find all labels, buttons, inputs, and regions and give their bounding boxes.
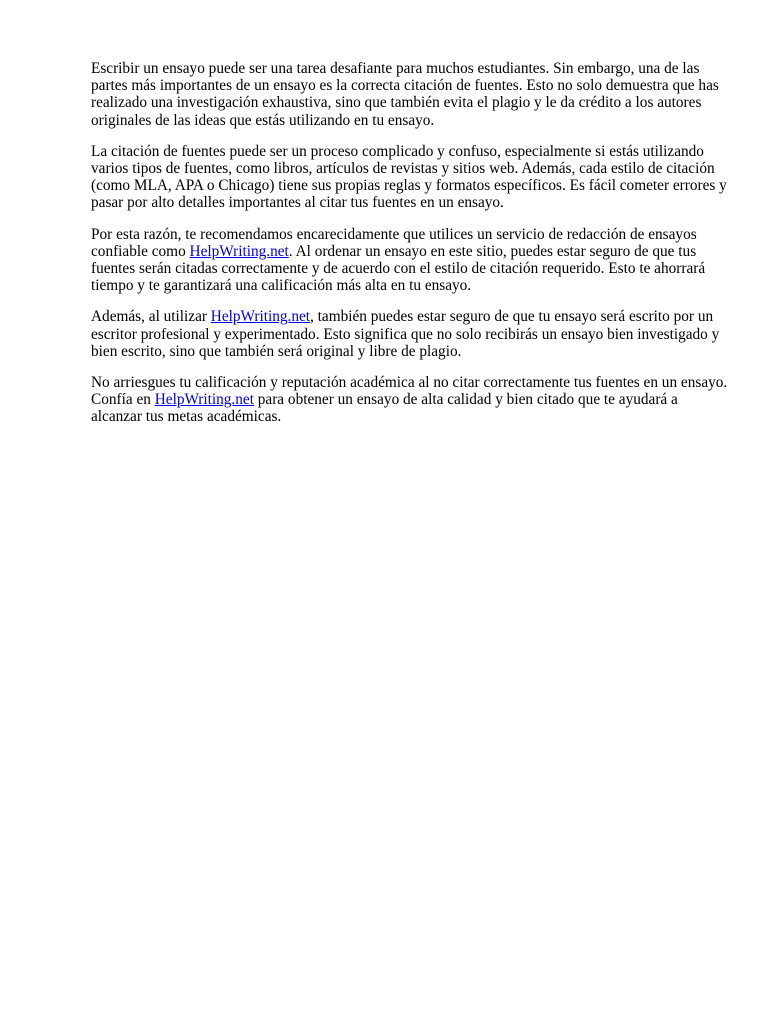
helpwriting-link[interactable]: HelpWriting.net bbox=[189, 242, 289, 260]
paragraph-text: Escribir un ensayo puede ser una tarea desafiante para muchos estudiantes. Sin embargo, una de las partes más importantes de un ensayo es la correcta citación de fuentes. Esto no solo demuestra que has realizado una investigación exhaustiva, sino que también evita el plagio y le da crédito a los autores originales de las ideas que estás utilizando en tu ensayo. bbox=[91, 60, 719, 129]
paragraph-text-before-link: No arriesgues tu calificación y reputación académica al no citar correctamente tus fuentes en un ensayo. Confía en bbox=[91, 374, 728, 409]
paragraph-4 bbox=[91, 308, 731, 360]
paragraph-1 bbox=[91, 60, 731, 129]
paragraph-5 bbox=[91, 374, 731, 426]
helpwriting-link[interactable]: HelpWriting.net bbox=[154, 391, 254, 409]
paragraph-2 bbox=[91, 143, 731, 212]
paragraph-3 bbox=[91, 226, 731, 295]
paragraph-text: La citación de fuentes puede ser un proceso complicado y confuso, especialmente si estás utilizando varios tipos de fuentes, como libros, artículos de revistas y sitios web. Además, cada estilo de citación (como MLA, APA o Chicago) tiene sus propias reglas y formatos específicos. Es fácil cometer errores y pasar por alto detalles importantes al citar tus fuentes en un ensayo. bbox=[91, 142, 727, 212]
helpwriting-link[interactable]: HelpWriting.net bbox=[210, 308, 311, 326]
paragraph-text-before-link: Además, al utilizar bbox=[91, 308, 211, 326]
paragraph-text-after-link: . Al ordenar un ensayo en este sitio, puedes estar seguro de que tus fuentes serán citadas correctamente y de acuerdo con el estilo de citación requerido. Esto te ahorrará tiempo y te garantizará una calificación más alta en tu ensayo. bbox=[91, 242, 706, 295]
document-page bbox=[91, 60, 731, 440]
paragraph-text-after-link: para obtener un ensayo de alta calidad y bien citado que te ayudará a alcanzar tus metas académicas. bbox=[91, 391, 678, 426]
paragraph-text-after-link: , también puedes estar seguro de que tu ensayo será escrito por un escritor profesional y experimentado. Esto significa que no solo recibirás un ensayo bien investigado y bien escrito, sino que también será original y libre de plagio. bbox=[91, 308, 720, 360]
paragraph-text-before-link: Por esta razón, te recomendamos encarecidamente que utilices un servicio de redacción de ensayos confiable como bbox=[91, 225, 697, 260]
